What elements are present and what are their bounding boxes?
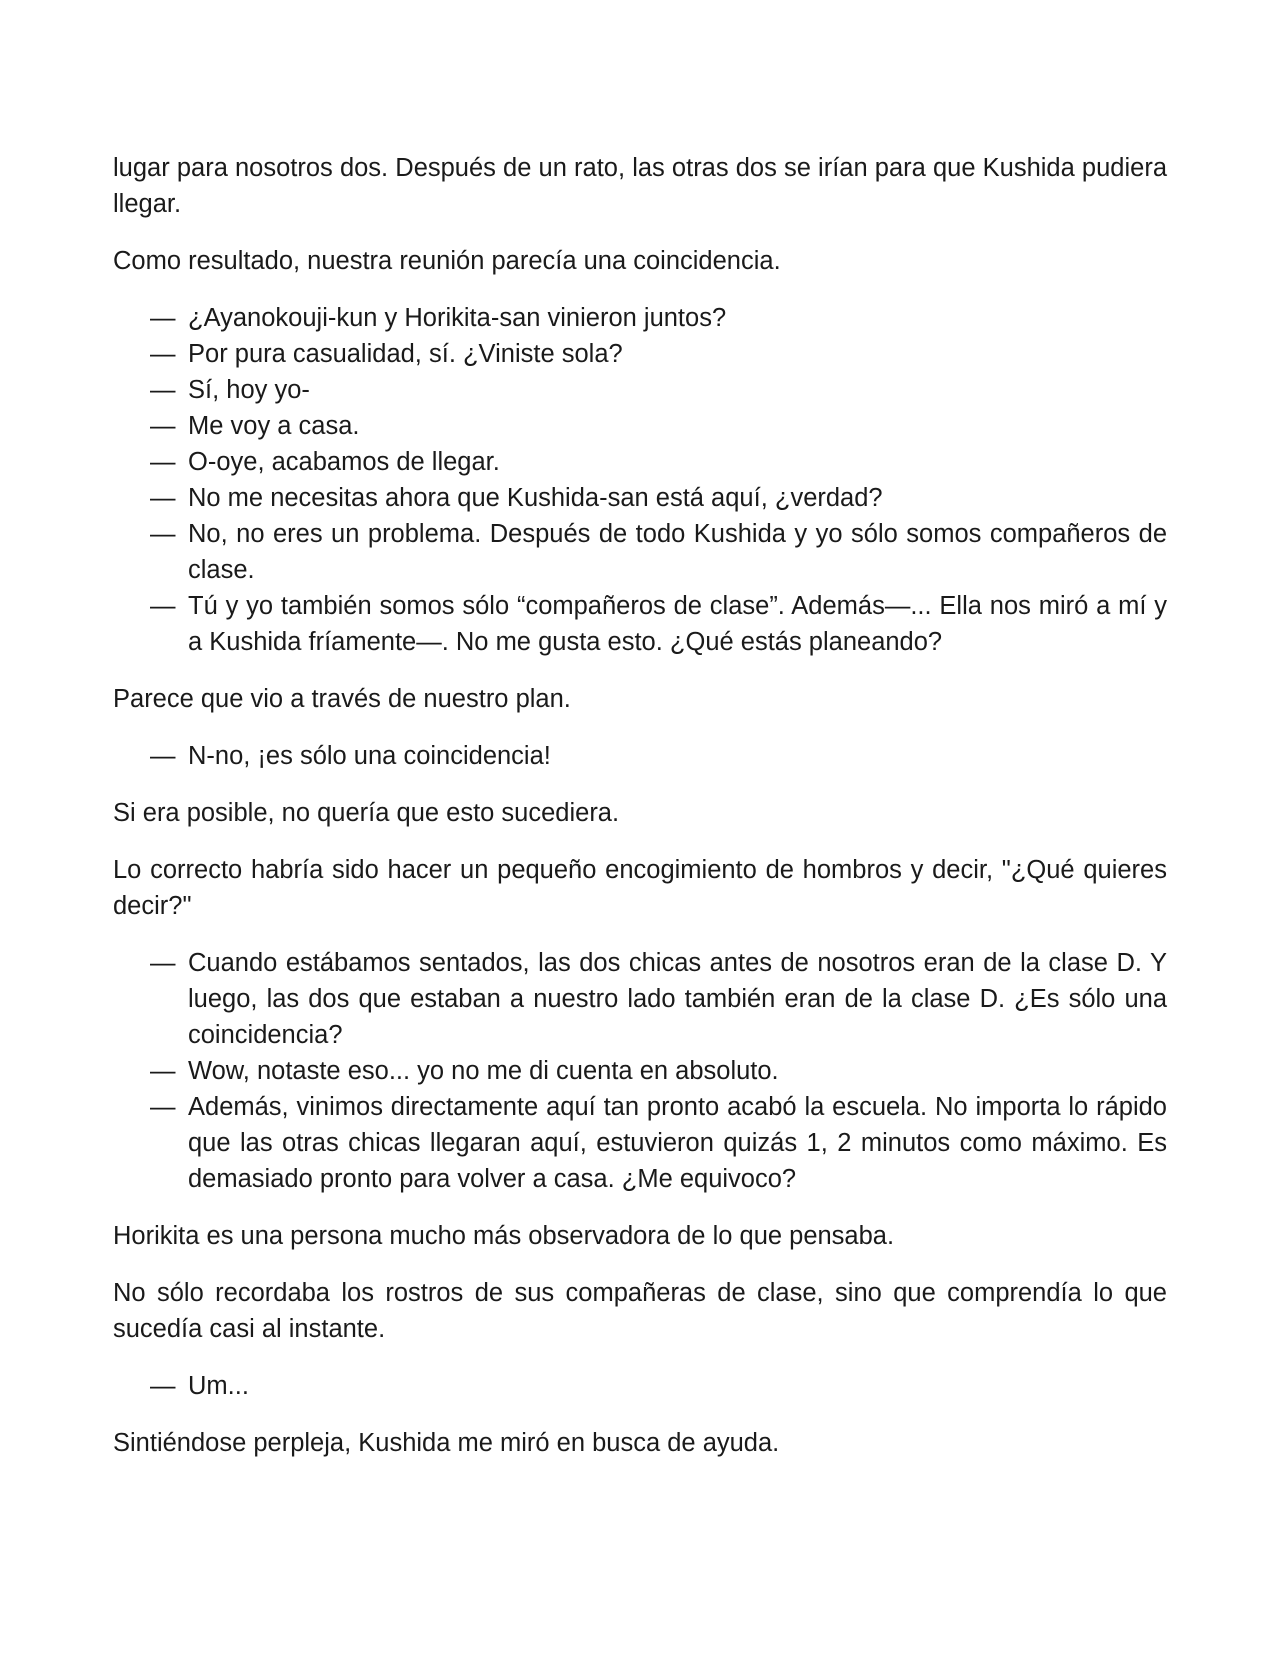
dialogue-dash: — — [150, 304, 176, 332]
dialogue-dash: — — [150, 520, 176, 548]
dialogue-line — [113, 408, 1167, 444]
dialogue-line — [113, 480, 1167, 516]
dialogue-line — [113, 300, 1167, 336]
paragraph: Horikita es una persona mucho más observadora de lo que pensaba. — [113, 1222, 895, 1250]
dialogue-dash: — — [150, 484, 176, 512]
dialogue-text: ¿Ayanokouji-kun y Horikita-san vinieron juntos? — [188, 304, 727, 332]
dialogue-dash: — — [150, 1057, 176, 1085]
dialogue-line — [113, 1089, 1167, 1197]
dialogue-line — [113, 444, 1167, 480]
dialogue-dash: — — [150, 340, 176, 368]
dialogue-text: Wow, notaste eso... yo no me di cuenta en absoluto. — [188, 1057, 779, 1085]
paragraph: Si era posible, no quería que esto sucediera. — [113, 799, 620, 827]
dialogue-text: Cuando estábamos sentados, las dos chicas antes de nosotros eran de la clase D. Y luego, las dos que estaban a nuestro lado también eran de la clase D. ¿Es sólo una coincidencia? — [188, 949, 1167, 1049]
document-page — [113, 150, 1167, 1482]
dialogue-block — [113, 1368, 1167, 1404]
dialogue-text: No me necesitas ahora que Kushida-san está aquí, ¿verdad? — [188, 484, 883, 512]
dialogue-block — [113, 945, 1167, 1197]
dialogue-text: Sí, hoy yo- — [188, 376, 310, 404]
dialogue-dash: — — [150, 592, 176, 620]
dialogue-line — [113, 945, 1167, 1053]
dialogue-text: No, no eres un problema. Después de todo Kushida y yo sólo somos compañeros de clase. — [188, 520, 1167, 584]
dialogue-text: N-no, ¡es sólo una coincidencia! — [188, 742, 551, 770]
dialogue-dash: — — [150, 1372, 176, 1400]
paragraph: Parece que vio a través de nuestro plan. — [113, 685, 571, 713]
dialogue-line — [113, 588, 1167, 660]
dialogue-text: Um... — [188, 1372, 249, 1400]
dialogue-line — [113, 1053, 1167, 1089]
dialogue-line — [113, 372, 1167, 408]
dialogue-line — [113, 738, 1167, 774]
dialogue-line — [113, 336, 1167, 372]
dialogue-dash: — — [150, 412, 176, 440]
paragraph: No sólo recordaba los rostros de sus compañeras de clase, sino que comprendía lo que sucedía casi al instante. — [113, 1279, 1167, 1343]
dialogue-text: O-oye, acabamos de llegar. — [188, 448, 500, 476]
dialogue-dash: — — [150, 376, 176, 404]
paragraph: lugar para nosotros dos. Después de un rato, las otras dos se irían para que Kushida pudiera llegar. — [113, 154, 1167, 218]
dialogue-text: Me voy a casa. — [188, 412, 360, 440]
dialogue-text: Por pura casualidad, sí. ¿Viniste sola? — [188, 340, 623, 368]
dialogue-text: Tú y yo también somos sólo “compañeros de clase”. Además—... Ella nos miró a mí y a Kushida fríamente—. No me gusta esto. ¿Qué estás planeando? — [188, 592, 1167, 656]
dialogue-dash: — — [150, 448, 176, 476]
paragraph: Lo correcto habría sido hacer un pequeño encogimiento de hombros y decir, "¿Qué quieres decir?" — [113, 856, 1167, 920]
dialogue-dash: — — [150, 1093, 176, 1121]
dialogue-dash: — — [150, 949, 176, 977]
dialogue-block — [113, 738, 1167, 774]
paragraph: Sintiéndose perpleja, Kushida me miró en busca de ayuda. — [113, 1429, 780, 1457]
paragraph: Como resultado, nuestra reunión parecía una coincidencia. — [113, 247, 781, 275]
dialogue-block — [113, 300, 1167, 660]
dialogue-dash: — — [150, 742, 176, 770]
dialogue-text: Además, vinimos directamente aquí tan pronto acabó la escuela. No importa lo rápido que las otras chicas llegaran aquí, estuvieron quizás 1, 2 minutos como máximo. Es demasiado pronto para volver a casa. ¿Me equivoco? — [188, 1093, 1167, 1193]
dialogue-line — [113, 1368, 1167, 1404]
dialogue-line — [113, 516, 1167, 588]
